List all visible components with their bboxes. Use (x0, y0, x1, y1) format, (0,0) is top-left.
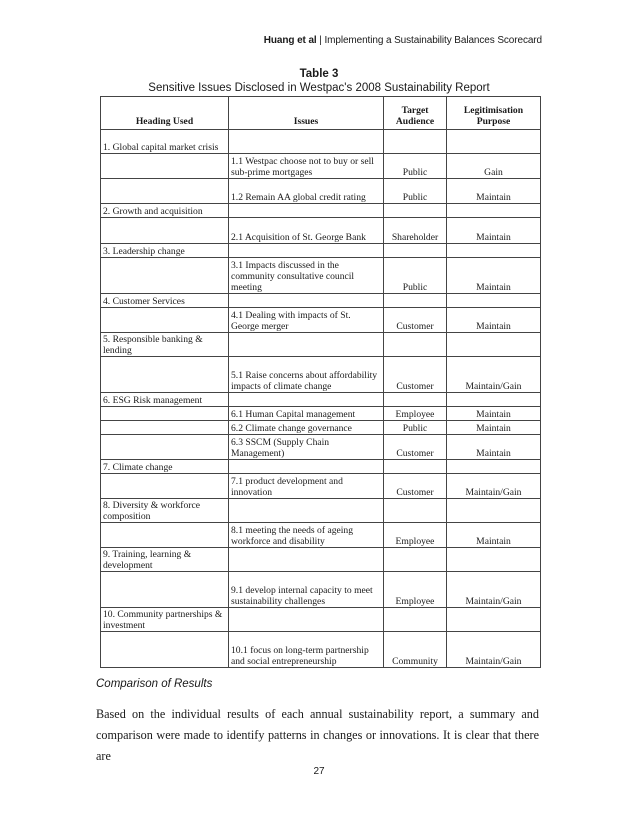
cell-audience (384, 499, 447, 523)
cell-audience (384, 130, 447, 154)
cell-audience (384, 608, 447, 632)
cell-heading (101, 632, 229, 668)
table-row (101, 523, 541, 548)
cell-audience (384, 548, 447, 572)
header-title: Implementing a Sustainability Balances Scorecard (324, 35, 542, 46)
cell-audience: Employee (384, 523, 447, 548)
table-row (101, 204, 541, 218)
cell-heading: 3. Leadership change (101, 244, 229, 258)
cell-purpose (447, 608, 541, 632)
section-heading: Comparison of Results (96, 678, 213, 690)
cell-purpose (447, 204, 541, 218)
table-row (101, 130, 541, 154)
cell-heading (101, 474, 229, 499)
cell-issue: 4.1 Dealing with impacts of St. George merger (229, 308, 384, 333)
cell-heading (101, 407, 229, 421)
cell-purpose (447, 333, 541, 357)
cell-audience: Customer (384, 474, 447, 499)
cell-issue (229, 393, 384, 407)
cell-purpose: Maintain/Gain (447, 632, 541, 668)
cell-audience (384, 393, 447, 407)
cell-audience: Community (384, 632, 447, 668)
cell-issue (229, 608, 384, 632)
table-row (101, 333, 541, 357)
cell-issue: 6.1 Human Capital management (229, 407, 384, 421)
cell-purpose (447, 294, 541, 308)
cell-issue (229, 130, 384, 154)
cell-audience (384, 294, 447, 308)
cell-purpose (447, 548, 541, 572)
table-row (101, 357, 541, 393)
table-row (101, 548, 541, 572)
cell-issue (229, 460, 384, 474)
table-row (101, 499, 541, 523)
table-row (101, 154, 541, 179)
cell-issue: 2.1 Acquisition of St. George Bank (229, 218, 384, 244)
table-row (101, 474, 541, 499)
cell-audience: Customer (384, 308, 447, 333)
column-header-heading: Heading Used (101, 97, 229, 130)
cell-purpose: Maintain (447, 258, 541, 294)
cell-audience (384, 204, 447, 218)
cell-issue (229, 499, 384, 523)
cell-issue: 10.1 focus on long-term partnership and social entrepreneurship (229, 632, 384, 668)
table-row (101, 244, 541, 258)
cell-purpose: Maintain/Gain (447, 572, 541, 608)
table-row (101, 421, 541, 435)
column-header-audience: Target Audience (384, 97, 447, 130)
cell-issue (229, 333, 384, 357)
cell-heading (101, 258, 229, 294)
header-authors: Huang et al (263, 35, 317, 46)
cell-audience (384, 244, 447, 258)
cell-purpose: Gain (447, 154, 541, 179)
cell-purpose: Maintain (447, 179, 541, 204)
cell-purpose (447, 393, 541, 407)
cell-heading (101, 421, 229, 435)
cell-purpose: Maintain/Gain (447, 474, 541, 499)
cell-issue: 5.1 Raise concerns about affordability impacts of climate change (229, 357, 384, 393)
cell-heading (101, 357, 229, 393)
table-row (101, 435, 541, 460)
cell-heading: 2. Growth and acquisition (101, 204, 229, 218)
cell-audience: Employee (384, 572, 447, 608)
cell-audience: Public (384, 179, 447, 204)
cell-heading (101, 154, 229, 179)
column-header-purpose: Legitimisation Purpose (447, 97, 541, 130)
cell-purpose (447, 499, 541, 523)
table-row (101, 218, 541, 244)
header-separator: | (319, 35, 322, 46)
cell-heading (101, 572, 229, 608)
running-header (264, 35, 542, 46)
cell-audience: Employee (384, 407, 447, 421)
cell-heading: 1. Global capital market crisis (101, 130, 229, 154)
cell-issue: 1.1 Westpac choose not to buy or sell sub-prime mortgages (229, 154, 384, 179)
table-row (101, 407, 541, 421)
cell-purpose: Maintain (447, 421, 541, 435)
table-body (101, 130, 541, 668)
cell-heading: 10. Community partnerships & investment (101, 608, 229, 632)
column-header-issues: Issues (229, 97, 384, 130)
cell-issue: 1.2 Remain AA global credit rating (229, 179, 384, 204)
cell-audience: Customer (384, 435, 447, 460)
cell-heading: 8. Diversity & workforce composition (101, 499, 229, 523)
cell-issue: 6.2 Climate change governance (229, 421, 384, 435)
cell-audience: Public (384, 258, 447, 294)
table-row (101, 572, 541, 608)
cell-issue: 3.1 Impacts discussed in the community consultative council meeting (229, 258, 384, 294)
cell-issue (229, 294, 384, 308)
cell-audience: Public (384, 154, 447, 179)
issues-table (100, 96, 541, 668)
cell-audience: Shareholder (384, 218, 447, 244)
cell-heading (101, 218, 229, 244)
table-caption: Sensitive Issues Disclosed in Westpac's 2008 Sustainability Report (148, 82, 490, 94)
table-row (101, 258, 541, 294)
table-row (101, 179, 541, 204)
cell-audience: Customer (384, 357, 447, 393)
table-row (101, 632, 541, 668)
cell-purpose: Maintain/Gain (447, 357, 541, 393)
cell-purpose: Maintain (447, 308, 541, 333)
cell-purpose: Maintain (447, 218, 541, 244)
body-paragraph: Based on the individual results of each annual sustainability report, a summary and comparison were made to identify patterns in changes or innovations. It is clear that there are (96, 707, 539, 763)
cell-purpose (447, 130, 541, 154)
table-row (101, 460, 541, 474)
cell-audience: Public (384, 421, 447, 435)
cell-heading (101, 308, 229, 333)
table-row (101, 294, 541, 308)
table-header-row (101, 97, 541, 130)
table-number: Table 3 (299, 68, 339, 80)
page-number: 27 (313, 766, 325, 777)
cell-heading: 7. Climate change (101, 460, 229, 474)
cell-audience (384, 333, 447, 357)
cell-audience (384, 460, 447, 474)
cell-heading: 9. Training, learning & development (101, 548, 229, 572)
table-row (101, 393, 541, 407)
cell-issue (229, 204, 384, 218)
cell-heading (101, 179, 229, 204)
cell-heading: 4. Customer Services (101, 294, 229, 308)
cell-heading: 5. Responsible banking & lending (101, 333, 229, 357)
table-row (101, 308, 541, 333)
cell-issue (229, 548, 384, 572)
cell-purpose: Maintain (447, 407, 541, 421)
cell-issue: 8.1 meeting the needs of ageing workforce and disability (229, 523, 384, 548)
cell-purpose: Maintain (447, 523, 541, 548)
cell-issue: 9.1 develop internal capacity to meet sustainability challenges (229, 572, 384, 608)
cell-issue (229, 244, 384, 258)
cell-heading (101, 435, 229, 460)
table-row (101, 608, 541, 632)
cell-purpose: Maintain (447, 435, 541, 460)
cell-issue: 6.3 SSCM (Supply Chain Management) (229, 435, 384, 460)
cell-heading: 6. ESG Risk management (101, 393, 229, 407)
cell-issue: 7.1 product development and innovation (229, 474, 384, 499)
cell-purpose (447, 460, 541, 474)
cell-purpose (447, 244, 541, 258)
cell-heading (101, 523, 229, 548)
